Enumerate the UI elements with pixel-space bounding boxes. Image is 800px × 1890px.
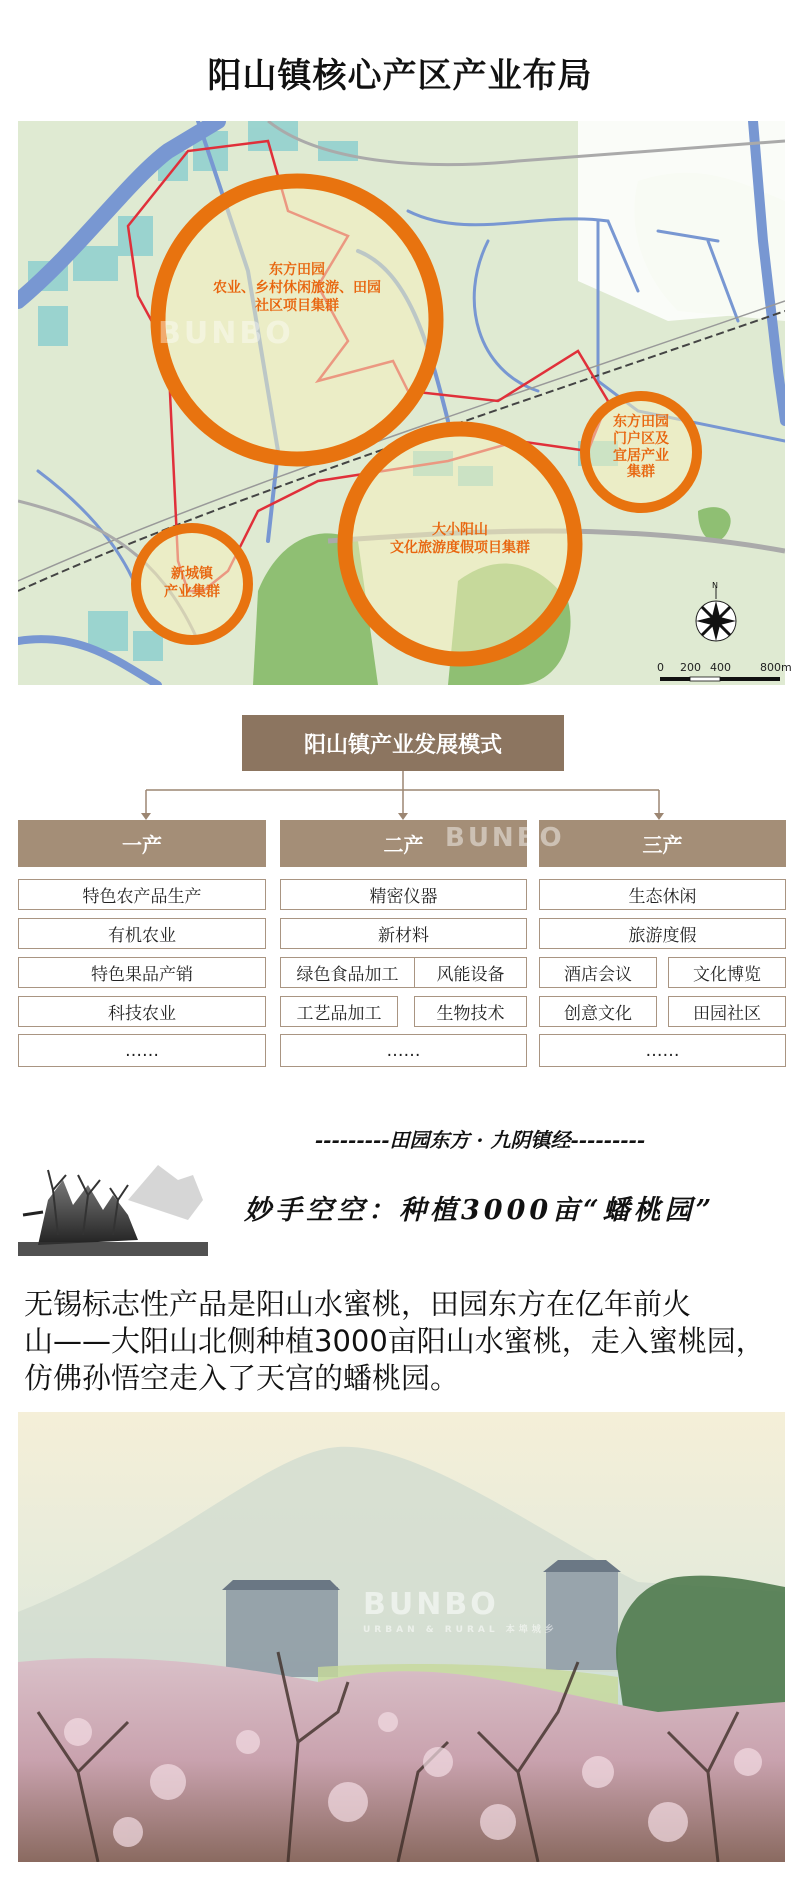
industry-cell: 特色果品产销 xyxy=(18,957,266,988)
industry-cell: 精密仪器 xyxy=(280,879,527,910)
scale-label: 0 xyxy=(657,661,664,674)
column-header-secondary: 二产 xyxy=(280,820,527,867)
industry-cell: 科技农业 xyxy=(18,996,266,1027)
cluster-label-dongfang-tianyuan: 东方田园 农业、乡村休闲旅游、田园 社区项目集群 xyxy=(213,262,381,315)
industry-cell: 生物技术 xyxy=(414,996,527,1027)
industry-cell: 田园社区 xyxy=(668,996,786,1027)
watermark-subtext: URBAN & RURAL 本埠城乡 xyxy=(363,1625,558,1635)
industry-cell: 有机农业 xyxy=(18,918,266,949)
industry-cell: 特色农产品生产 xyxy=(18,879,266,910)
model-connectors xyxy=(0,771,800,821)
watermark-logo: BUNBO xyxy=(445,823,565,853)
cluster-label-gateway: 东方田园 门户区及 宜居产业 集群 xyxy=(613,414,669,481)
north-label: N xyxy=(712,581,718,590)
industry-cell: 酒店会议 xyxy=(539,957,657,988)
industry-cell-more: …… xyxy=(280,1034,527,1067)
scale-label: 400 xyxy=(710,661,731,674)
industry-cell-more: …… xyxy=(18,1034,266,1067)
industry-cell: 绿色食品加工 xyxy=(280,957,415,988)
scale-label: 800m xyxy=(760,661,792,674)
paragraph-line: 仿佛孙悟空走入了天宫的蟠桃园。 xyxy=(24,1361,460,1395)
description-paragraph xyxy=(24,1286,794,1397)
ink-painting-image xyxy=(18,1160,208,1256)
industry-cell: 文化博览 xyxy=(668,957,786,988)
peach-orchard-photo xyxy=(18,1412,785,1862)
section-subtitle: 妙手空空：种植3000亩“蟠桃园” xyxy=(244,1195,716,1226)
photo-image xyxy=(18,1412,785,1862)
model-title: 阳山镇产业发展模式 xyxy=(242,715,564,771)
scale-label: 200 xyxy=(680,661,701,674)
page-title: 阳山镇核心产区产业布局 xyxy=(207,56,593,96)
industry-cell: 工艺品加工 xyxy=(280,996,398,1027)
watermark-logo: BUNBO xyxy=(363,1587,499,1622)
cluster-label-xinchengzhen: 新城镇 产业集群 xyxy=(164,566,220,601)
column-header-tertiary: 三产 xyxy=(539,820,786,867)
industry-layout-map xyxy=(18,121,792,685)
map-base xyxy=(18,121,785,685)
column-header-primary: 一产 xyxy=(18,820,266,867)
scale-bar xyxy=(660,677,780,681)
watermark-logo: BUNBO xyxy=(158,316,294,351)
industry-cell: 生态休闲 xyxy=(539,879,786,910)
paragraph-line: 山——大阳山北侧种植3000亩阳山水蜜桃，走入蜜桃园， xyxy=(24,1324,765,1358)
industry-cell-more: …… xyxy=(539,1034,786,1067)
cluster-label-daxiao-yangshan: 大小阳山 文化旅游度假项目集群 xyxy=(390,522,530,557)
industry-cell: 创意文化 xyxy=(539,996,657,1027)
section-heading: ---------田园东方 · 九阴镇经--------- xyxy=(314,1128,646,1152)
paragraph-line: 无锡标志性产品是阳山水蜜桃，田园东方在亿年前火 xyxy=(24,1287,692,1321)
industry-cell: 风能设备 xyxy=(414,957,527,988)
industry-cell: 旅游度假 xyxy=(539,918,786,949)
industry-cell: 新材料 xyxy=(280,918,527,949)
